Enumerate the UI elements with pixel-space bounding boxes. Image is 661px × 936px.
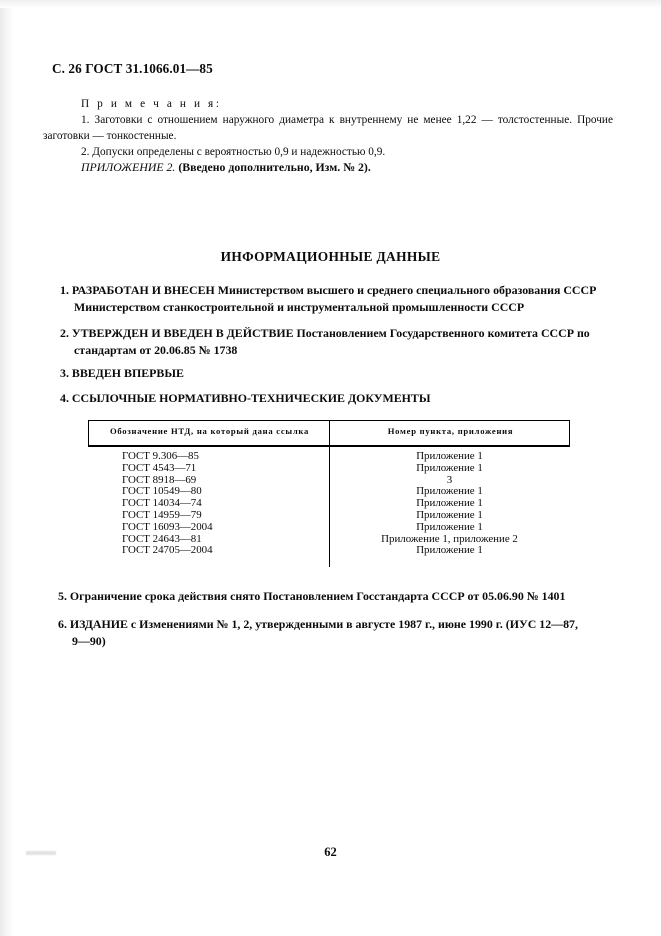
clause-2 bbox=[60, 325, 605, 360]
table-cell-document: ГОСТ 14959—79 bbox=[122, 508, 202, 521]
clause-3 bbox=[60, 365, 605, 382]
appendix-reference-line bbox=[81, 160, 371, 175]
clause-5 bbox=[58, 588, 618, 605]
table-cell-reference: Приложение 1 bbox=[416, 520, 483, 533]
appendix-amendment-note: (Введено дополнительно, Изм. № 2). bbox=[178, 160, 371, 174]
table-cell-document: ГОСТ 24643—81 bbox=[122, 532, 202, 545]
note-item: 1. Заготовки с отношением наружного диаметра к внутреннему не менее 1,22 — толстостенные. Прочие заготовки — тонкостенные. bbox=[43, 114, 613, 143]
page-title: ИНФОРМАЦИОННЫЕ ДАННЫЕ bbox=[220, 249, 441, 264]
clause-5-line-1: 5. Ограничение срока действия снято Постановлением Госстандарта СССР от 05.06.90 № 1401 bbox=[58, 589, 566, 603]
appendix-label: ПРИЛОЖЕНИЕ 2. bbox=[81, 160, 176, 174]
clause-3-line-1: 3. ВВЕДЕН ВПЕРВЫЕ bbox=[60, 366, 184, 380]
table-cell-reference: Приложение 1 bbox=[416, 544, 483, 557]
note-item: 2. Допуски определены с вероятностью 0,9 и надежностью 0,9. bbox=[81, 146, 386, 159]
page-number: 62 bbox=[324, 845, 337, 859]
table-body bbox=[88, 451, 570, 557]
scan-edge-shadow bbox=[0, 0, 14, 936]
notes-block bbox=[43, 96, 613, 160]
table-row bbox=[88, 545, 570, 557]
page-header-label: С. 26 ГОСТ 31.1066.01—85 bbox=[52, 61, 213, 76]
table-cell-reference: Приложение 1 bbox=[416, 485, 483, 498]
clause-1-line-1: 1. РАЗРАБОТАН И ВНЕСЕН Министерством высшего и среднего специального образования СССР bbox=[60, 283, 597, 297]
table-cell-document: ГОСТ 4543—71 bbox=[122, 461, 197, 474]
table-cell-document: ГОСТ 10549—80 bbox=[122, 485, 202, 498]
clause-1-line-2: Министерством станкостроительной и инструментальной промышленности СССР bbox=[74, 300, 525, 315]
table-row bbox=[88, 510, 570, 522]
table-cell-document: ГОСТ 9.306—85 bbox=[122, 450, 199, 462]
clause-4-line-1: 4. ССЫЛОЧНЫЕ НОРМАТИВНО-ТЕХНИЧЕСКИЕ ДОКУМЕНТЫ bbox=[60, 391, 431, 405]
clause-6 bbox=[58, 616, 618, 651]
table-cell-reference: Приложение 1 bbox=[416, 508, 483, 521]
table-cell-reference: Приложение 1, приложение 2 bbox=[381, 532, 518, 545]
scan-edge-top-shadow bbox=[0, 0, 661, 8]
table-cell-document: ГОСТ 14034—74 bbox=[122, 497, 202, 510]
clause-1 bbox=[60, 282, 605, 317]
clause-2-line-1: 2. УТВЕРЖДЕН И ВВЕДЕН В ДЕЙСТВИЕ Постановлением Государственного комитета СССР по bbox=[60, 326, 590, 340]
clause-6-line-1: 6. ИЗДАНИЕ с Изменениями № 1, 2, утвержденными в августе 1987 г., июне 1990 г. (ИУС 12—87, bbox=[58, 617, 578, 631]
clause-4 bbox=[60, 390, 605, 407]
table-cell-document: ГОСТ 24705—2004 bbox=[122, 544, 213, 557]
table-cell-reference: Приложение 1 bbox=[416, 497, 483, 510]
table-cell-reference: Приложение 1 bbox=[416, 461, 483, 474]
table-cell-reference: Приложение 1 bbox=[416, 450, 483, 462]
table-row bbox=[88, 522, 570, 534]
table-row bbox=[88, 463, 570, 475]
table-cell-reference: 3 bbox=[446, 473, 453, 486]
table-cell-document: ГОСТ 8918—69 bbox=[122, 473, 197, 486]
table-column-header-document: Обозначение НТД, на который дана ссылка bbox=[109, 426, 310, 436]
clause-2-line-2: стандартам от 20.06.85 № 1738 bbox=[74, 343, 238, 358]
table-cell-document: ГОСТ 16093—2004 bbox=[122, 520, 213, 533]
reference-documents-table bbox=[88, 420, 570, 557]
notes-title: П р и м е ч а н и я: bbox=[81, 98, 222, 110]
clause-6-line-2: 9—90) bbox=[72, 634, 106, 649]
table-column-header-reference: Номер пункта, приложения bbox=[387, 426, 514, 436]
